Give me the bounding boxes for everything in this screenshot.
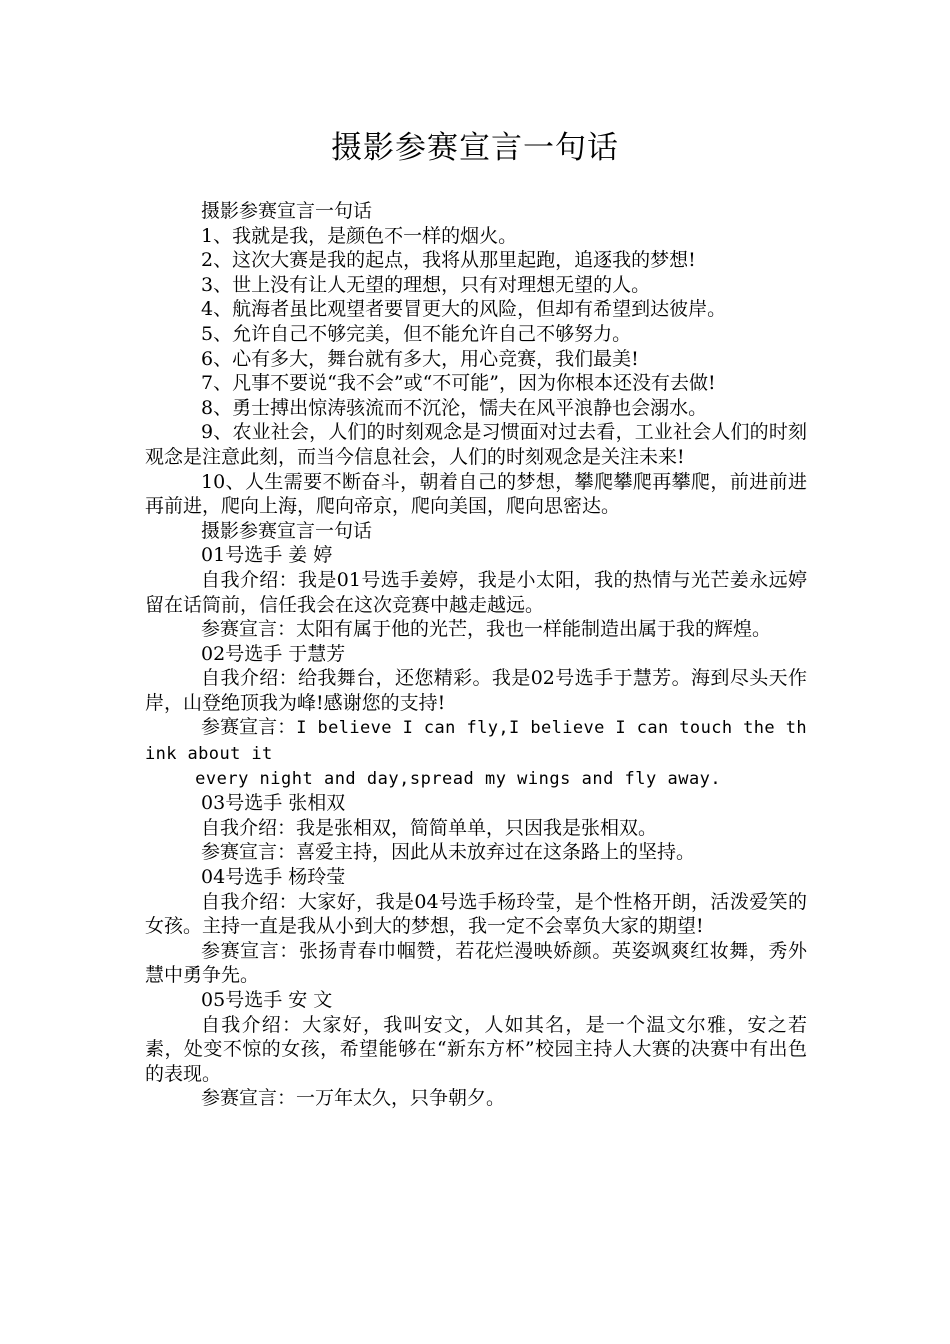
paragraph: 3、世上没有让人无望的理想，只有对理想无望的人。 bbox=[201, 273, 651, 296]
paragraph: 自我介绍：大家好，我叫安文，人如其名，是一个温文尔雅，安之若素，处变不惊的女孩，希望能够在“新东方杯”校园主持人大赛的决赛中有出色的表现。 bbox=[145, 1013, 807, 1085]
section-heading: 摄影参赛宣言一句话 bbox=[201, 519, 373, 542]
paragraph: 7、凡事不要说“我不会”或“不可能”，因为你根本还没有去做! bbox=[201, 372, 716, 395]
document-title: 摄影参赛宣言一句话 bbox=[331, 130, 619, 166]
contestant-heading: 01号选手 姜 婷 bbox=[201, 544, 333, 567]
paragraph: 参赛宣言：喜爱主持，因此从未放弃过在这条路上的坚持。 bbox=[201, 841, 696, 864]
contestant-heading: 05号选手 安 文 bbox=[201, 989, 333, 1011]
paragraph: 自我介绍：我是01号选手姜婷，我是小太阳，我的热情与光芒姜永远婷留在话筒前，信任我会在这次竞赛中越走越远。 bbox=[145, 568, 807, 616]
paragraph: 自我介绍：我是张相双，简简单单，只因我是张相双。 bbox=[201, 816, 658, 839]
paragraph: 参赛宣言：一万年太久，只争朝夕。 bbox=[201, 1087, 506, 1110]
contestant-heading: 04号选手 杨玲莹 bbox=[201, 866, 346, 889]
contestant-heading: 02号选手 于慧芳 bbox=[201, 642, 346, 665]
paragraph: 自我介绍：给我舞台，还您精彩。我是02号选手于慧芳。海到尽头天作岸，山登绝顶我为峰!感谢您的支持! bbox=[145, 667, 807, 714]
paragraph: 自我介绍：大家好，我是04号选手杨玲莹，是个性格开朗，活泼爱笑的女孩。主持一直是我从小到大的梦想，我一定不会辜负大家的期望! bbox=[145, 890, 807, 938]
paragraph: 8、勇士搏出惊涛骇流而不沉沦，懦夫在风平浪静也会溺水。 bbox=[201, 396, 708, 419]
document-body bbox=[145, 199, 807, 1111]
paragraph: 9、农业社会，人们的时刻观念是习惯面对过去看，工业社会人们的时刻观念是注意此刻，而当今信息社会，人们的时刻观念是关注未来! bbox=[145, 421, 807, 468]
paragraph: 1、我就是我，是颜色不一样的烟火。 bbox=[201, 224, 518, 247]
paragraph: 2、这次大赛是我的起点，我将从那里起跑，追逐我的梦想! bbox=[201, 249, 696, 272]
english-text: I believe I can fly,I believe I can touch the think about it bbox=[145, 718, 807, 765]
paragraph-english-continued: every night and day,spread my wings and fly away. bbox=[195, 768, 722, 789]
paragraph: 参赛宣言：张扬青春巾帼赞，若花烂漫映娇颜。英姿飒爽红妆舞，秀外慧中勇争先。 bbox=[145, 939, 807, 987]
paragraph-english-declaration bbox=[145, 715, 807, 766]
declaration-label: 参赛宣言： bbox=[201, 716, 297, 739]
paragraph: 摄影参赛宣言一句话 bbox=[201, 200, 373, 222]
paragraph: 4、航海者虽比观望者要冒更大的风险，但却有希望到达彼岸。 bbox=[201, 298, 727, 321]
contestant-heading: 03号选手 张相双 bbox=[201, 792, 346, 815]
paragraph: 参赛宣言：太阳有属于他的光芒，我也一样能制造出属于我的辉煌。 bbox=[201, 618, 772, 641]
paragraph: 5、允许自己不够完美，但不能允许自己不够努力。 bbox=[201, 322, 632, 345]
paragraph: 10、人生需要不断奋斗，朝着自己的梦想，攀爬攀爬再攀爬，前进前进再前进，爬向上海，爬向帝京，爬向美国，爬向思密达。 bbox=[145, 470, 807, 518]
paragraph: 6、心有多大，舞台就有多大，用心竞赛，我们最美! bbox=[201, 347, 639, 370]
